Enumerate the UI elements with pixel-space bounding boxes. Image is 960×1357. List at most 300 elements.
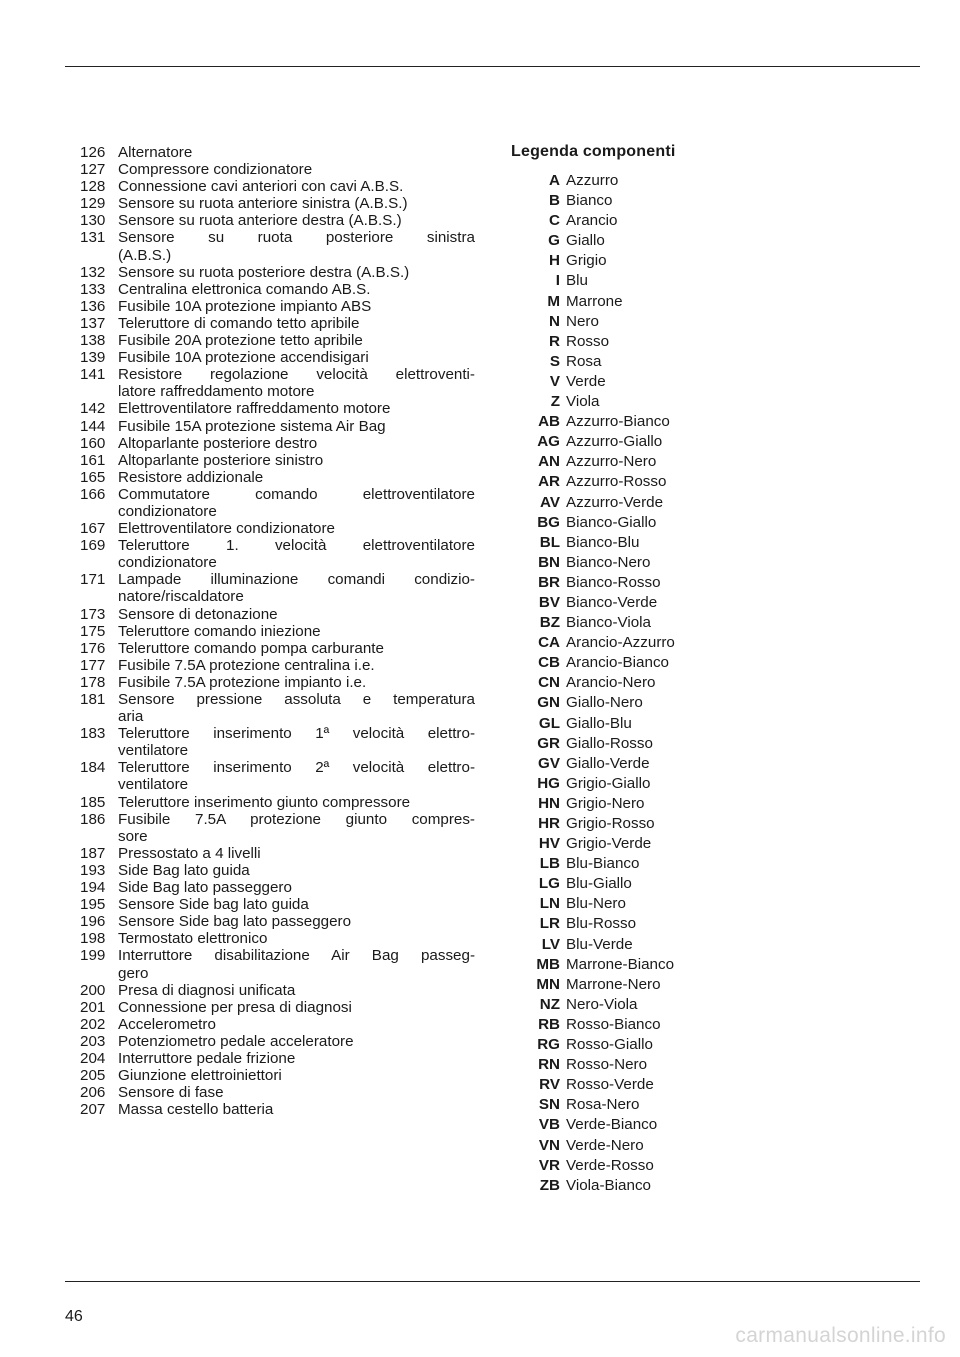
component-number: 161 <box>80 451 106 469</box>
component-number: 178 <box>80 673 106 691</box>
component-item <box>80 845 475 862</box>
legend-code: MB <box>536 955 560 973</box>
component-description <box>118 1050 475 1067</box>
component-label: Elettroventilatore raffreddamento motore <box>118 400 391 418</box>
legend-item <box>510 452 675 472</box>
component-description <box>118 178 475 195</box>
legend-color-name: Nero <box>566 312 599 330</box>
legend-code: LG <box>538 875 560 893</box>
component-description <box>118 366 475 400</box>
component-number: 144 <box>80 417 106 435</box>
component-label-continuation: gero <box>118 964 149 982</box>
component-item <box>80 520 475 537</box>
legend-code: I <box>555 272 560 290</box>
component-description <box>118 862 475 879</box>
legend-item <box>510 533 675 553</box>
component-description <box>118 418 475 435</box>
legend-item <box>510 714 675 734</box>
legend-item <box>510 894 675 914</box>
component-label: Massa cestello batteria <box>118 1101 274 1119</box>
component-description <box>118 144 475 161</box>
legend-item <box>510 613 675 633</box>
component-item <box>80 725 475 759</box>
component-description <box>118 1084 475 1101</box>
legend-code: GV <box>538 754 560 772</box>
color-legend <box>510 171 675 1196</box>
legend-color-name: Verde-Rosso <box>566 1156 654 1174</box>
component-label: Centralina elettronica comando AB.S. <box>118 280 371 298</box>
legend-color-name: Giallo-Blu <box>566 714 632 732</box>
component-item <box>80 486 475 520</box>
component-item <box>80 982 475 999</box>
legend-code: VB <box>538 1116 560 1134</box>
legend-code: GR <box>537 734 560 752</box>
component-item <box>80 178 475 195</box>
component-label-continuation: (A.B.S.) <box>118 246 172 264</box>
component-item <box>80 862 475 879</box>
legend-item <box>510 332 675 352</box>
legend-item <box>510 1115 675 1135</box>
component-item <box>80 623 475 640</box>
component-description <box>118 229 475 263</box>
legend-item <box>510 1035 675 1055</box>
legend-code: CB <box>538 654 560 672</box>
component-number: 176 <box>80 639 106 657</box>
legend-item <box>510 312 675 332</box>
component-item <box>80 1101 475 1118</box>
component-label: Commutatore comando elettroventilatore <box>118 485 475 503</box>
component-number: 181 <box>80 691 106 708</box>
component-item <box>80 315 475 332</box>
legend-item <box>510 814 675 834</box>
legend-code: SN <box>538 1096 560 1114</box>
legend-color-name: Arancio-Azzurro <box>566 634 675 652</box>
legend-item <box>510 995 675 1015</box>
component-label: Connessione per presa di diagnosi <box>118 998 352 1016</box>
component-number: 195 <box>80 896 106 914</box>
component-label: Fusibile 10A protezione accendisigari <box>118 349 369 367</box>
legend-color-name: Arancio-Bianco <box>566 654 669 672</box>
component-label: Accelerometro <box>118 1015 216 1033</box>
component-label: Presa di diagnosi unificata <box>118 981 296 999</box>
component-description <box>118 982 475 999</box>
component-number: 184 <box>80 759 106 777</box>
legend-code: AR <box>538 473 560 491</box>
component-item <box>80 452 475 469</box>
component-number: 207 <box>80 1101 106 1119</box>
legend-color-name: Rosso <box>566 332 610 350</box>
component-description <box>118 469 475 486</box>
component-description <box>118 298 475 315</box>
legend-item <box>510 673 675 693</box>
component-label: Teleruttore inserimento 1ª velocità elettro- <box>118 725 475 743</box>
component-number: 166 <box>80 485 106 503</box>
component-item <box>80 759 475 793</box>
legend-item <box>510 955 675 975</box>
legend-code: MN <box>536 975 560 993</box>
component-label: Potenziometro pedale acceleratore <box>118 1032 354 1050</box>
legend-item <box>510 1015 675 1035</box>
legend-code: N <box>549 312 560 330</box>
legend-code: CN <box>538 674 560 692</box>
legend-color-name: Blu-Bianco <box>566 855 640 873</box>
component-number: 194 <box>80 879 106 897</box>
component-item <box>80 1067 475 1084</box>
legend-item <box>510 633 675 653</box>
component-item <box>80 229 475 263</box>
legend-code: HG <box>537 774 560 792</box>
component-description <box>118 1033 475 1050</box>
legend-color-name: Verde <box>566 372 606 390</box>
component-description <box>118 435 475 452</box>
component-number: 137 <box>80 314 106 332</box>
legend-code: NZ <box>539 995 560 1013</box>
legend-item <box>510 834 675 854</box>
component-description <box>118 332 475 349</box>
component-number: 204 <box>80 1049 106 1067</box>
legend-item <box>510 171 675 191</box>
legend-code: Z <box>550 393 560 411</box>
legend-item <box>510 874 675 894</box>
legend-color-name: Bianco-Blu <box>566 533 640 551</box>
component-label: Sensore Side bag lato passeggero <box>118 913 352 931</box>
component-description <box>118 452 475 469</box>
legend-item <box>510 292 675 312</box>
legend-item <box>510 271 675 291</box>
component-number: 169 <box>80 537 106 555</box>
legend-item <box>510 794 675 814</box>
legend-code: CA <box>538 634 560 652</box>
legend-code: G <box>548 232 560 250</box>
component-description <box>118 195 475 212</box>
component-description <box>118 674 475 691</box>
legend-item <box>510 251 675 271</box>
legend-color-name: Azzurro-Rosso <box>566 473 667 491</box>
component-label: Fusibile 7.5A protezione impianto i.e. <box>118 673 367 691</box>
component-label: Sensore su ruota anteriore destra (A.B.S.) <box>118 212 402 230</box>
legend-color-name: Viola-Bianco <box>566 1176 651 1194</box>
legend-color-name: Nero-Viola <box>566 995 638 1013</box>
legend-item <box>510 493 675 513</box>
component-description <box>118 759 475 793</box>
legend-item <box>510 1075 675 1095</box>
component-number: 203 <box>80 1032 106 1050</box>
component-description <box>118 520 475 537</box>
component-number: 139 <box>80 349 106 367</box>
component-description <box>118 161 475 178</box>
component-number: 133 <box>80 280 106 298</box>
legend-color-name: Rosso-Nero <box>566 1056 648 1074</box>
legend-code: R <box>549 332 560 350</box>
component-label: Sensore su ruota anteriore sinistra (A.B.S.) <box>118 195 408 213</box>
legend-code: HV <box>538 835 560 853</box>
component-label: Sensore Side bag lato guida <box>118 896 309 914</box>
component-number: 160 <box>80 434 106 452</box>
header-rule <box>65 66 920 67</box>
legend-code: RV <box>539 1076 560 1094</box>
legend-color-name: Arancio <box>566 212 618 230</box>
component-label-continuation: sore <box>118 827 148 845</box>
legend-item <box>510 472 675 492</box>
legend-color-name: Giallo-Nero <box>566 694 643 712</box>
legend-color-name: Verde-Bianco <box>566 1116 658 1134</box>
legend-title: Legenda componenti <box>511 143 676 160</box>
legend-code: S <box>549 352 560 370</box>
component-label-continuation: condizionatore <box>118 554 217 572</box>
legend-color-name: Marrone <box>566 292 623 310</box>
component-label: Resistore regolazione velocità elettroventi- <box>118 366 475 384</box>
legend-color-name: Bianco-Viola <box>566 614 651 632</box>
component-item <box>80 264 475 281</box>
legend-item <box>510 774 675 794</box>
component-description <box>118 896 475 913</box>
legend-code: AV <box>540 493 560 511</box>
legend-code: A <box>549 172 560 189</box>
component-item <box>80 281 475 298</box>
component-description <box>118 486 475 520</box>
legend-item <box>510 854 675 874</box>
component-label: Altoparlante posteriore destro <box>118 434 318 452</box>
legend-code: B <box>549 192 560 210</box>
component-number: 185 <box>80 793 106 811</box>
component-label: Teleruttore inserimento giunto compressore <box>118 793 411 811</box>
legend-color-name: Bianco-Rosso <box>566 573 661 591</box>
component-label-continuation: aria <box>118 708 144 726</box>
component-description <box>118 1067 475 1084</box>
component-label: Teleruttore di comando tetto apribile <box>118 314 360 332</box>
component-label: Resistore addizionale <box>118 468 264 486</box>
legend-code: C <box>549 212 560 230</box>
legend-color-name: Grigio-Rosso <box>566 815 655 832</box>
component-item <box>80 298 475 315</box>
component-item <box>80 418 475 435</box>
legend-color-name: Giallo <box>566 232 605 250</box>
legend-item <box>510 513 675 533</box>
component-description <box>118 657 475 674</box>
legend-item <box>510 975 675 995</box>
component-description <box>118 691 475 725</box>
component-number: 196 <box>80 913 106 931</box>
legend-code: V <box>549 372 560 390</box>
component-label: Sensore di fase <box>118 1084 224 1102</box>
legend-item <box>510 693 675 713</box>
legend-item <box>510 935 675 955</box>
component-label: Compressore condizionatore <box>118 161 313 179</box>
component-label: Fusibile 15A protezione sistema Air Bag <box>118 417 386 435</box>
component-item <box>80 161 475 178</box>
component-number: 183 <box>80 725 106 743</box>
legend-item <box>510 754 675 774</box>
legend-code: LR <box>539 915 560 933</box>
legend-item <box>510 1136 675 1156</box>
legend-color-name: Azzurro-Bianco <box>566 413 670 431</box>
component-item <box>80 879 475 896</box>
component-item <box>80 606 475 623</box>
component-number: 201 <box>80 998 106 1016</box>
page-number: 46 <box>65 1308 83 1325</box>
legend-code: LB <box>539 855 560 873</box>
legend-code: AN <box>538 453 560 471</box>
legend-code: H <box>549 252 560 270</box>
component-label: Side Bag lato passeggero <box>118 879 292 897</box>
component-description <box>118 212 475 229</box>
component-item <box>80 469 475 486</box>
component-item <box>80 640 475 657</box>
component-item <box>80 1033 475 1050</box>
legend-code: BG <box>537 513 560 531</box>
component-label: Sensore pressione assoluta e temperatura <box>118 691 475 708</box>
component-label-continuation: condizionatore <box>118 502 217 520</box>
component-item <box>80 794 475 811</box>
legend-color-name: Arancio-Nero <box>566 674 656 692</box>
component-description <box>118 264 475 281</box>
component-label: Fusibile 7.5A protezione giunto compres- <box>118 810 475 828</box>
component-item <box>80 144 475 161</box>
component-label: Fusibile 10A protezione impianto ABS <box>118 297 372 315</box>
legend-item <box>510 392 675 412</box>
component-number: 193 <box>80 861 106 879</box>
component-number: 165 <box>80 468 106 486</box>
component-label: Side Bag lato guida <box>118 861 250 879</box>
component-number: 167 <box>80 520 106 538</box>
legend-item <box>510 1055 675 1075</box>
component-label: Giunzione elettroiniettori <box>118 1067 282 1085</box>
component-label: Termostato elettronico <box>118 930 268 948</box>
component-item <box>80 1016 475 1033</box>
watermark: carmanualsonline.info <box>735 1324 946 1347</box>
component-number: 126 <box>80 144 106 161</box>
component-item <box>80 930 475 947</box>
legend-item <box>510 593 675 613</box>
legend-color-name: Azzurro-Verde <box>566 493 664 511</box>
component-label: Interruttore disabilitazione Air Bag passeg- <box>118 947 475 965</box>
legend-code: BZ <box>539 614 560 632</box>
legend-color-name: Viola <box>566 393 600 411</box>
component-item <box>80 212 475 229</box>
legend-color-name: Giallo-Rosso <box>566 734 653 752</box>
legend-code: BN <box>538 553 560 571</box>
component-label: Pressostato a 4 livelli <box>118 844 261 862</box>
legend-item <box>510 1176 675 1196</box>
legend-color-name: Giallo-Verde <box>566 754 650 772</box>
legend-code: BL <box>539 533 560 551</box>
component-number: 199 <box>80 947 106 965</box>
legend-code: RN <box>538 1056 560 1074</box>
component-description <box>118 623 475 640</box>
legend-color-name: Verde-Nero <box>566 1136 644 1154</box>
component-label-continuation: ventilatore <box>118 742 189 760</box>
legend-item <box>510 653 675 673</box>
component-number: 141 <box>80 366 106 384</box>
component-number: 200 <box>80 981 106 999</box>
component-label-continuation: latore raffreddamento motore <box>118 383 315 401</box>
component-description <box>118 879 475 896</box>
component-item <box>80 999 475 1016</box>
legend-color-name: Rosso-Giallo <box>566 1036 653 1054</box>
legend-item <box>510 432 675 452</box>
component-number: 177 <box>80 656 106 674</box>
legend-color-name: Grigio-Verde <box>566 835 652 853</box>
component-label-continuation: ventilatore <box>118 776 189 794</box>
component-item <box>80 571 475 605</box>
legend-color-name: Marrone-Nero <box>566 975 661 993</box>
legend-color-name: Grigio-Nero <box>566 794 645 812</box>
legend-item <box>510 573 675 593</box>
legend-item <box>510 914 675 934</box>
component-item <box>80 435 475 452</box>
legend-color-name: Azzurro-Nero <box>566 453 657 471</box>
component-label: Interruttore pedale frizione <box>118 1049 296 1067</box>
component-number: 171 <box>80 571 106 589</box>
legend-color-name: Bianco-Verde <box>566 593 658 611</box>
component-label: Teleruttore comando pompa carburante <box>118 639 384 657</box>
component-label: Teleruttore 1. velocità elettroventilatore <box>118 537 475 555</box>
component-number: 129 <box>80 195 106 213</box>
legend-code: M <box>547 292 560 310</box>
component-description <box>118 1101 475 1118</box>
legend-item <box>510 553 675 573</box>
legend-item <box>510 231 675 251</box>
component-item <box>80 332 475 349</box>
component-description <box>118 315 475 332</box>
legend-color-name: Marrone-Bianco <box>566 955 675 973</box>
component-number: 173 <box>80 605 106 623</box>
component-number: 138 <box>80 332 106 350</box>
legend-code: GN <box>537 694 560 712</box>
legend-color-name: Rosso-Verde <box>566 1076 654 1094</box>
legend-color-name: Bianco <box>566 192 613 210</box>
component-item <box>80 1050 475 1067</box>
component-number: 202 <box>80 1015 106 1033</box>
component-item <box>80 195 475 212</box>
legend-item <box>510 211 675 231</box>
legend-code: GL <box>538 714 560 732</box>
legend-color-name: Blu-Nero <box>566 895 626 913</box>
component-label: Lampade illuminazione comandi condizio- <box>118 571 475 589</box>
component-description <box>118 1016 475 1033</box>
component-number: 132 <box>80 263 106 281</box>
legend-color-name: Blu-Rosso <box>566 915 637 933</box>
component-number: 206 <box>80 1084 106 1102</box>
legend-color-name: Blu-Verde <box>566 935 633 953</box>
component-number: 128 <box>80 178 106 196</box>
legend-color-name: Bianco-Giallo <box>566 513 657 531</box>
legend-code: AG <box>537 433 560 451</box>
component-item <box>80 1084 475 1101</box>
component-description <box>118 400 475 417</box>
component-description <box>118 349 475 366</box>
legend-code: LN <box>539 895 560 913</box>
component-description <box>118 913 475 930</box>
legend-code: AB <box>538 413 560 431</box>
component-description <box>118 794 475 811</box>
component-label: Teleruttore comando iniezione <box>118 622 321 640</box>
component-number: 136 <box>80 297 106 315</box>
legend-item <box>510 1156 675 1176</box>
legend-color-name: Blu-Giallo <box>566 875 632 893</box>
component-description <box>118 537 475 571</box>
component-item <box>80 674 475 691</box>
component-number: 130 <box>80 212 106 230</box>
legend-color-name: Azzurro-Giallo <box>566 433 663 451</box>
legend-code: HN <box>538 794 560 812</box>
legend-color-name: Bianco-Nero <box>566 553 651 571</box>
component-item <box>80 913 475 930</box>
component-description <box>118 930 475 947</box>
component-number: 205 <box>80 1067 106 1085</box>
component-description <box>118 947 475 981</box>
legend-color-name: Grigio-Giallo <box>566 774 651 792</box>
